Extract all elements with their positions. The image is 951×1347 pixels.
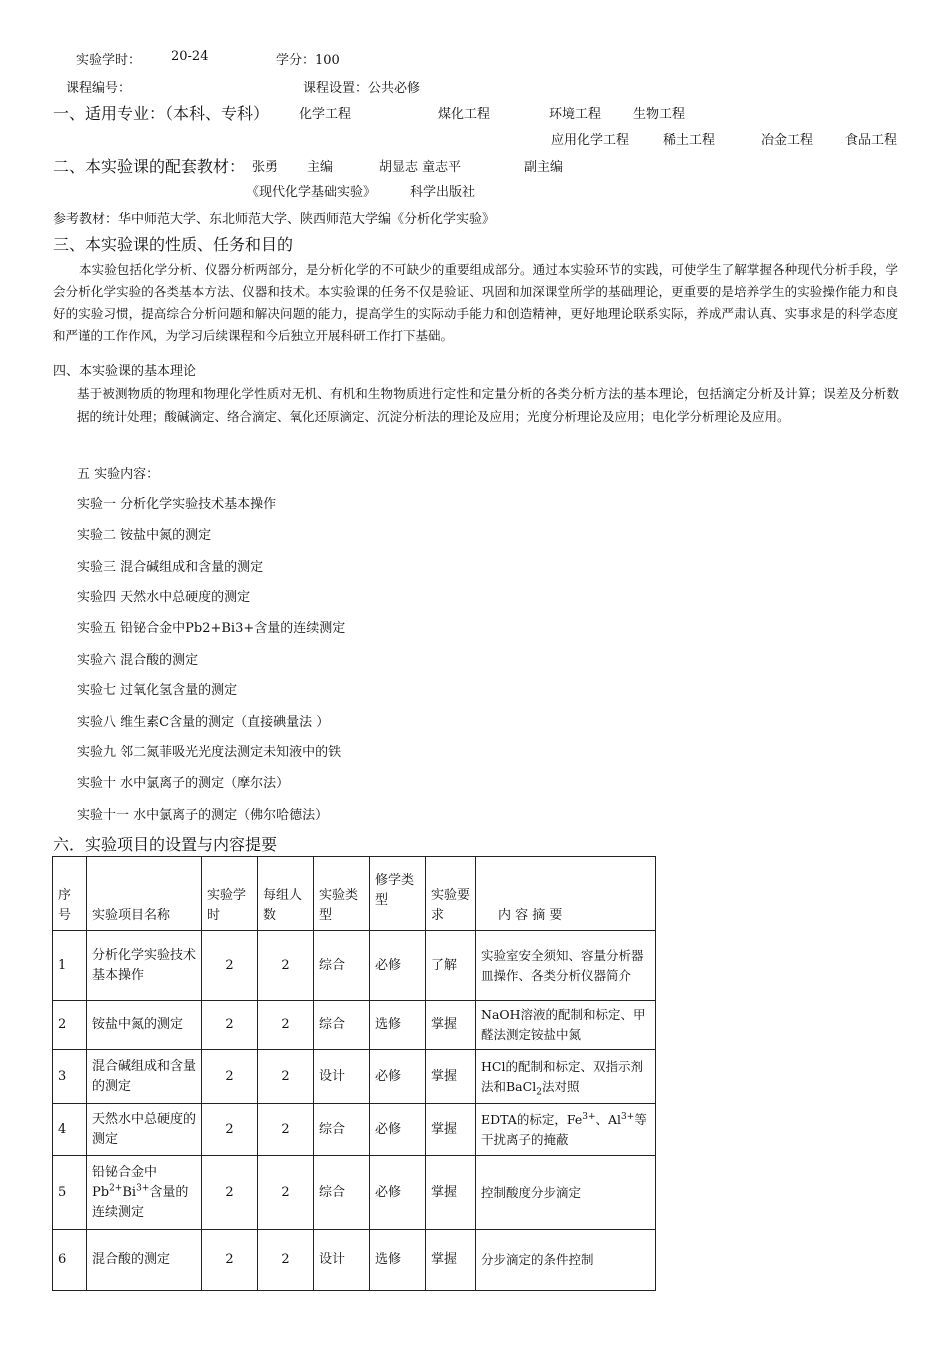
row-study: 必修 (370, 1050, 426, 1104)
deputy-role: 副主编 (524, 160, 564, 175)
row-hours: 2 (202, 1230, 258, 1291)
experiment-item: 实验三 混合碱组成和含量的测定 (77, 560, 264, 575)
header-cell: 实验要求 (426, 857, 476, 931)
deputy-names: 胡显志 童志平 (379, 160, 462, 175)
row-req: 掌握 (426, 1001, 476, 1050)
row-summary: 控制酸度分步滴定 (476, 1156, 656, 1230)
reference-textbook: 参考教材：华中师范大学、东北师范大学、陕西师范大学编《分析化学实验》 (53, 212, 496, 227)
major-item: 生物工程 (633, 107, 686, 122)
experiment-item: 实验六 混合酸的测定 (77, 653, 199, 668)
section4-body: 基于被测物质的物理和物理化学性质对无机、有机和生物物质进行定性和定量分析的各类分析方法的基本理论，包括滴定分析及计算；误差及分析数据的统计处理；酸碱滴定、络合滴定、氧化还原滴定、沉淀分析法的理论及应用；光度分析理论及应用；电化学分析理论及应用。 (77, 386, 899, 424)
row-study: 必修 (370, 931, 426, 1001)
section3-body: 本实验包括化学分析、仪器分析两部分，是分析化学的不可缺少的重要组成部分。通过本实验环节的实践，可使学生了解掌握各种现代分析手段，学会分析化学实验的各类基本方法、仪器和技术。本实验课的任务不仅是验证、巩固和加深课堂所学的基础理论，更重要的是培养学生的实验操作能力和良好的实验习惯，提高综合分析问题和解决问题的能力，提高学生的实际动手能力和创造精神，更好地理论联系实际，养成严肃认真、实事求是的科学态度和严谨的工作作风，为学习后续课程和今后独立开展科研工作打下基础。 (53, 262, 898, 343)
project-table (52, 856, 656, 1291)
experiment-item: 实验八 维生素C含量的测定（直接碘量法 ） (77, 715, 330, 730)
editor-name: 张勇 (252, 160, 279, 175)
major-item: 环境工程 (549, 107, 602, 122)
experiment-item: 实验十一 水中氯离子的测定（佛尔哈德法） (77, 808, 329, 823)
row-req: 掌握 (426, 1230, 476, 1291)
header-cell: 每组人数 (258, 857, 314, 931)
table-row (53, 1001, 656, 1050)
row-type: 综合 (314, 1156, 370, 1230)
row-type: 设计 (314, 1050, 370, 1104)
row-people: 2 (258, 1156, 314, 1230)
row-no: 4 (53, 1104, 87, 1156)
row-study: 选修 (370, 1230, 426, 1291)
major-item: 煤化工程 (438, 107, 491, 122)
major-item: 稀土工程 (663, 133, 716, 148)
major-item: 食品工程 (845, 133, 898, 148)
header-cell: 修学类型 (370, 857, 426, 931)
row-summary: 分步滴定的条件控制 (476, 1230, 656, 1291)
table-row (53, 1230, 656, 1291)
header-cell: 实验学时 (202, 857, 258, 931)
course-setting: 课程设置：公共必修 (303, 81, 421, 96)
row-name: 天然水中总硬度的测定 (87, 1104, 202, 1156)
row-type: 综合 (314, 1104, 370, 1156)
row-name: 混合碱组成和含量的测定 (87, 1050, 202, 1104)
row-hours: 2 (202, 931, 258, 1001)
editor-role: 主编 (307, 160, 334, 175)
row-study: 选修 (370, 1001, 426, 1050)
row-summary: 实验室安全须知、容量分析器皿操作、各类分析仪器简介 (476, 931, 656, 1001)
experiment-item: 实验十 水中氯离子的测定（摩尔法） (77, 776, 290, 791)
row-req: 掌握 (426, 1156, 476, 1230)
row-people: 2 (258, 1001, 314, 1050)
experiment-item: 实验四 天然水中总硬度的测定 (77, 590, 251, 605)
row-summary: EDTA的标定，$Fe^{3+}$、$Al^{3+}$等干扰离子的掩蔽 (476, 1104, 656, 1156)
header-cell: 实验项目名称 (87, 857, 202, 931)
table-row (53, 931, 656, 1001)
row-people: 2 (258, 931, 314, 1001)
row-hours: 2 (202, 1156, 258, 1230)
row-people: 2 (258, 1230, 314, 1291)
row-no: 5 (53, 1156, 87, 1230)
row-hours: 2 (202, 1050, 258, 1104)
row-no: 6 (53, 1230, 87, 1291)
section5-heading: 五 实验内容： (77, 467, 160, 482)
row-type: 综合 (314, 931, 370, 1001)
row-study: 必修 (370, 1156, 426, 1230)
section4-heading: 四、本实验课的基本理论 (53, 364, 197, 379)
header-cell: 内 容 摘 要 (476, 857, 656, 931)
row-hours: 2 (202, 1001, 258, 1050)
section6-heading: 六．实验项目的设置与内容提要 (53, 835, 278, 854)
row-study: 必修 (370, 1104, 426, 1156)
major-item: 化学工程 (299, 107, 352, 122)
major-item: 冶金工程 (761, 133, 814, 148)
row-summary: NaOH溶液的配制和标定、甲醛法测定铵盐中氮 (476, 1001, 656, 1050)
textbook-title: 《现代化学基础实验》 (246, 185, 377, 200)
row-name: 铅铋合金中 $Pb^{2+}Bi^{3+}$含量的 连续测定 (87, 1156, 202, 1230)
table-row (53, 1104, 656, 1156)
row-summary: HCl的配制和标定、双指示剂法和BaCl$_2$法对照 (476, 1050, 656, 1104)
section1-heading: 一、适用专业：（本科、专科） (53, 104, 270, 123)
row-req: 掌握 (426, 1104, 476, 1156)
row-name: 铵盐中氮的测定 (87, 1001, 202, 1050)
header-cell: 实验类型 (314, 857, 370, 931)
row-type: 综合 (314, 1001, 370, 1050)
experiment-item: 实验一 分析化学实验技术基本操作 (77, 497, 277, 512)
row-req: 了解 (426, 931, 476, 1001)
row-no: 2 (53, 1001, 87, 1050)
row-hours: 2 (202, 1104, 258, 1156)
table-row (53, 1050, 656, 1104)
header-cell: 序号 (53, 857, 87, 931)
section3-heading: 三、本实验课的性质、任务和目的 (53, 235, 294, 254)
experiment-item: 实验二 铵盐中氮的测定 (77, 528, 212, 543)
major-item: 应用化学工程 (551, 133, 630, 148)
experiment-item: 实验七 过氧化氢含量的测定 (77, 683, 238, 698)
section2-heading: 二、本实验课的配套教材： (53, 157, 246, 176)
row-name: 分析化学实验技术基本操作 (87, 931, 202, 1001)
course-no-label: 课程编号： (66, 81, 132, 96)
row-req: 掌握 (426, 1050, 476, 1104)
hours-label: 实验学时： (76, 53, 142, 68)
row-type: 设计 (314, 1230, 370, 1291)
table-row (53, 1156, 656, 1230)
publisher: 科学出版社 (410, 185, 476, 200)
row-people: 2 (258, 1050, 314, 1104)
table-header-row (53, 857, 656, 931)
row-no: 1 (53, 931, 87, 1001)
credit: 学分：100 (276, 53, 340, 68)
experiment-item: 实验五 铅铋合金中Pb2+Bi3+含量的连续测定 (77, 621, 346, 636)
row-people: 2 (258, 1104, 314, 1156)
row-name: 混合酸的测定 (87, 1230, 202, 1291)
experiment-item: 实验九 邻二氮菲吸光光度法测定未知液中的铁 (77, 745, 342, 760)
row-no: 3 (53, 1050, 87, 1104)
hours-value: 20-24 (171, 49, 209, 64)
